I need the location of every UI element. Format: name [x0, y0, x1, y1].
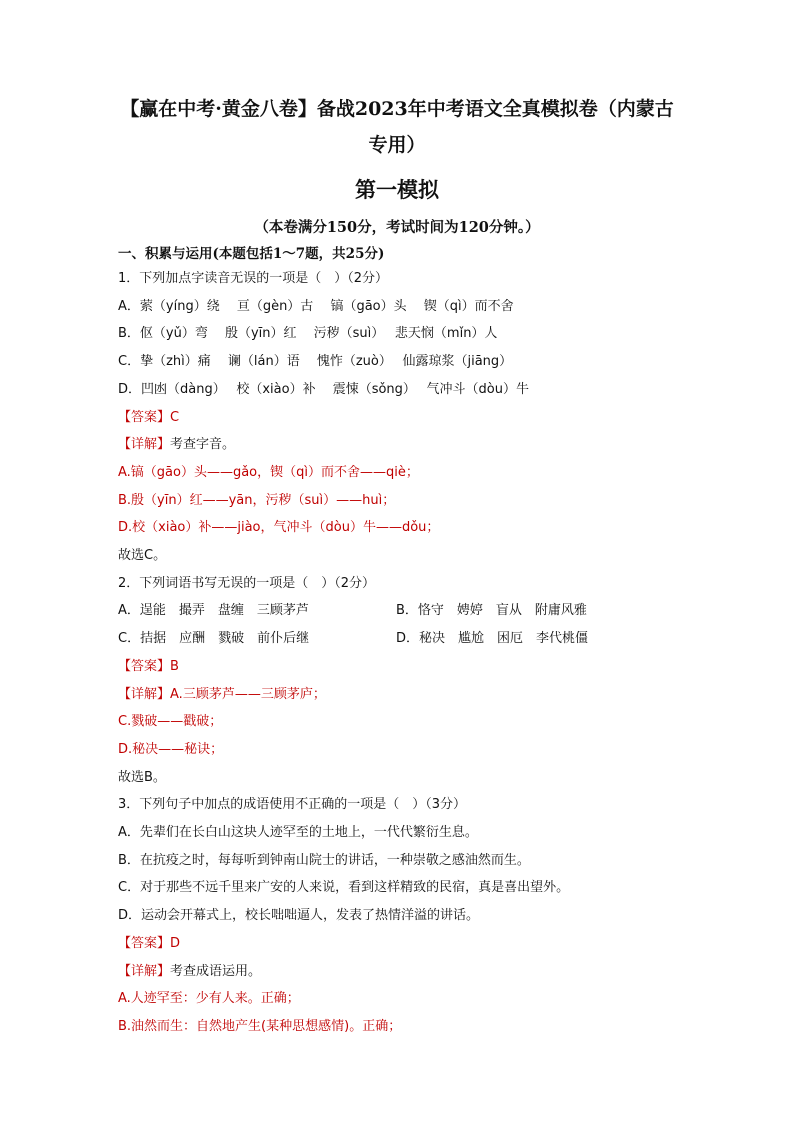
question-1-detail-line-a: A.镐（gāo）头——gǎo，锲（qì）而不舍——qiè；	[118, 464, 419, 480]
document-subtitle: 第一模拟	[355, 177, 439, 202]
answer-value: D	[170, 935, 181, 951]
question-2-detail-line-c: C.戮破——戳破；	[118, 714, 223, 730]
detail-tag: 【详解】	[118, 437, 171, 453]
answer-tag: 【答案】	[118, 658, 171, 674]
question-3-answer	[118, 930, 676, 958]
question-1-detail	[118, 431, 676, 459]
detail-text: 考查字音。	[170, 437, 236, 453]
question-2-stem: 2．下列词语书写无误的一项是（ ）（2分）	[118, 575, 376, 591]
question-1-detail-line-b: B.殷（yīn）红——yān，污秽（suì）——huì；	[118, 492, 396, 508]
question-3-option-d: D．运动会开幕式上，校长咄咄逼人，发表了热情洋溢的讲话。	[118, 908, 480, 924]
detail-tag: 【详解】	[118, 686, 171, 702]
question-2-detail	[118, 681, 676, 709]
question-2-option-d: D．秘决 尴尬 困厄 李代桃僵	[396, 631, 589, 647]
exam-note: （本卷满分150分，考试时间为120分钟。）	[254, 219, 540, 236]
question-1-answer	[118, 404, 676, 432]
question-1-conclusion: 故选C。	[118, 548, 167, 564]
detail-text: A.三顾茅芦——三顾茅庐；	[170, 686, 326, 702]
question-1-option-d: D．凹凼（dàng） 校（xiào）补 震悚（sǒng） 气冲斗（dòu）牛	[118, 381, 530, 397]
question-3-stem: 3．下列句子中加点的成语使用不正确的一项是（ ）（3分）	[118, 797, 467, 813]
question-1-detail-line-d: D.校（xiào）补——jiào，气冲斗（dòu）牛——dǒu；	[118, 520, 440, 536]
question-2-options-row-1	[118, 597, 676, 625]
question-3-option-c: C．对于那些不远千里来广安的人来说，看到这样精致的民宿，真是喜出望外。	[118, 880, 570, 896]
question-2-conclusion: 故选B。	[118, 769, 166, 785]
answer-tag: 【答案】	[118, 409, 171, 425]
question-3-detail-line-b: B.油然而生：自然地产生(某种思想感情)。正确；	[118, 1018, 402, 1034]
question-2-option-c: C．拮据 应酬 戮破 前仆后继	[118, 631, 310, 647]
answer-value: C	[170, 409, 180, 425]
question-2-option-b: B．恪守 娉婷 盲从 附庸风雅	[396, 603, 587, 619]
question-1-stem: 1．下列加点字读音无误的一项是（ ）（2分）	[118, 271, 389, 286]
question-1-option-b: B．伛（yǔ）弯 殷（yīn）红 污秽（suì） 悲天悯（mǐn）人	[118, 326, 498, 342]
question-2-detail-line-d: D.秘决——秘诀；	[118, 741, 224, 757]
question-1-option-c: C．挚（zhì）痛 谰（lán）语 愧怍（zuò） 仙露琼浆（jiāng）	[118, 354, 513, 370]
section-heading: 一、积累与运用(本题包括1～7题，共25分)	[118, 246, 385, 262]
question-2-answer	[118, 653, 676, 681]
question-2-option-a: A．逞能 撮弄 盘缠 三顾茅芦	[118, 603, 309, 619]
question-3-option-b: B．在抗疫之时，每每听到钟南山院士的讲话，一种崇敬之感油然而生。	[118, 852, 530, 868]
answer-tag: 【答案】	[118, 935, 171, 951]
detail-tag: 【详解】	[118, 963, 171, 979]
answer-value: B	[170, 658, 179, 674]
question-1-option-a: A．萦（yíng）绕 亘（gèn）古 镐（gāo）头 锲（qì）而不舍	[118, 298, 514, 314]
question-3-option-a: A．先辈们在长白山这块人迹罕至的土地上，一代代繁衍生息。	[118, 825, 478, 841]
document-title: 【赢在中考·黄金八卷】备战2023年中考语文全真模拟卷（内蒙古专用）	[120, 98, 674, 156]
question-2-options-row-2	[118, 625, 676, 653]
question-3-detail	[118, 958, 676, 986]
question-3-detail-line-a: A.人迹罕至：少有人来。正确；	[118, 991, 300, 1007]
detail-text: 考查成语运用。	[170, 963, 262, 979]
